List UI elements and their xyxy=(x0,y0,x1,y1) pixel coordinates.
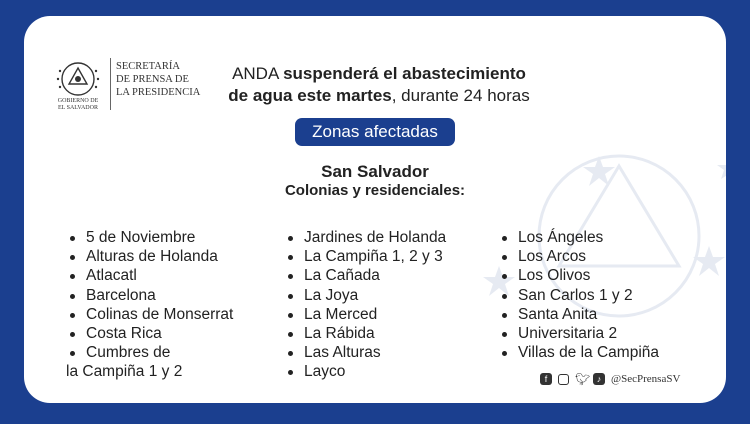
facebook-icon[interactable]: f xyxy=(540,373,552,385)
list-item: Santa Anita xyxy=(500,305,659,324)
list-item: La Merced xyxy=(286,305,446,324)
tiktok-icon[interactable]: ♪ xyxy=(593,373,605,385)
list-item: Costa Rica xyxy=(68,324,233,343)
list-item: Villas de la Campiña xyxy=(500,343,659,362)
headline-bold-2: de agua este martes xyxy=(228,86,392,105)
zonas-badge: Zonas afectadas xyxy=(295,118,455,146)
secretaria-name: SECRETARÍA DE PRENSA DE LA PRESIDENCIA xyxy=(116,61,201,98)
twitter-icon[interactable]: 🐦︎ xyxy=(575,372,591,386)
list-item: Colinas de Monserrat xyxy=(68,305,233,324)
list-item: La Campiña 1, 2 y 3 xyxy=(286,247,446,266)
zone-column-2 xyxy=(286,228,446,382)
announcement-card xyxy=(24,16,726,403)
list-item: Barcelona xyxy=(68,286,233,305)
list-item: La Joya xyxy=(286,286,446,305)
logo-divider xyxy=(110,58,111,110)
list-item: Atlacatl xyxy=(68,266,233,285)
list-subtitle: Colonias y residenciales: xyxy=(284,182,466,199)
list-item: Alturas de Holanda xyxy=(68,247,233,266)
list-item: San Carlos 1 y 2 xyxy=(500,286,659,305)
list-item: La Cañada xyxy=(286,266,446,285)
headline-bold-1: suspenderá el abastecimiento xyxy=(283,64,526,83)
secretaria-logo xyxy=(52,56,212,114)
list-item: Las Alturas xyxy=(286,343,446,362)
list-item: Los Ángeles xyxy=(500,228,659,247)
gobierno-label: GOBIERNO DE EL SALVADOR xyxy=(57,98,99,111)
list-item: La Rábida xyxy=(286,324,446,343)
list-item: Layco xyxy=(286,362,446,381)
headline-duration: , durante 24 horas xyxy=(391,86,530,105)
headline-agency: ANDA xyxy=(232,64,279,83)
zone-column-3 xyxy=(500,228,659,362)
list-item: Cumbres de xyxy=(68,343,233,362)
department-title: San Salvador xyxy=(321,162,429,181)
list-item-continuation: la Campiña 1 y 2 xyxy=(66,363,183,381)
zone-column-1 xyxy=(68,228,233,382)
instagram-icon[interactable] xyxy=(558,374,569,385)
list-item: 5 de Noviembre xyxy=(68,228,233,247)
list-item: Universitaria 2 xyxy=(500,324,659,343)
social-bar xyxy=(540,372,680,386)
list-item: Jardines de Holanda xyxy=(286,228,446,247)
headline xyxy=(194,63,564,107)
list-item: Los Olivos xyxy=(500,266,659,285)
list-item: Los Arcos xyxy=(500,247,659,266)
social-handle[interactable]: @SecPrensaSV xyxy=(611,373,681,385)
